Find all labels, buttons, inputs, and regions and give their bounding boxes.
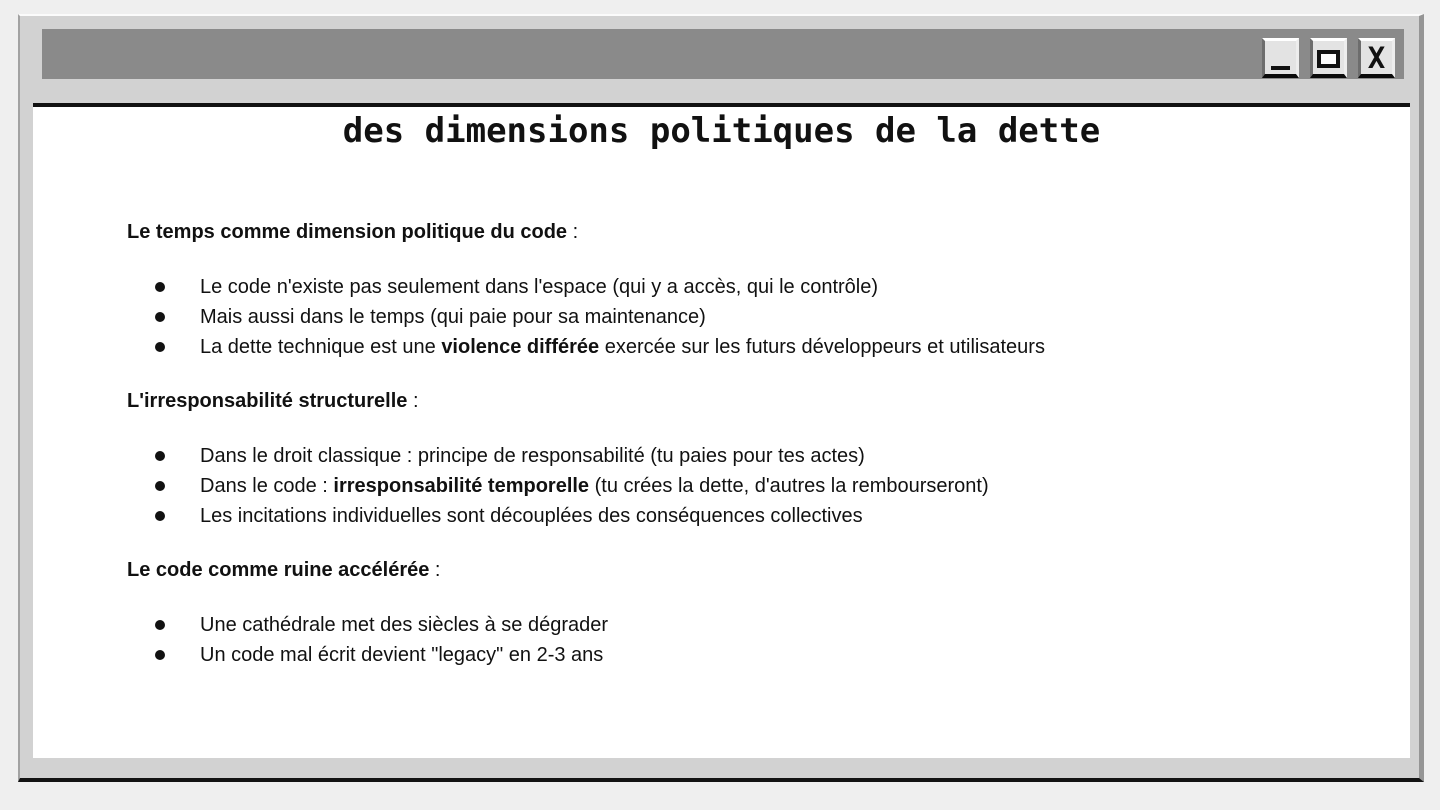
bullet-icon <box>155 481 165 491</box>
section-heading: L'irresponsabilité structurelle : <box>127 390 419 412</box>
bullet-icon <box>155 282 165 292</box>
bullet-item: Un code mal écrit devient "legacy" en 2-3 ans <box>33 640 1410 670</box>
window-titlebar[interactable] <box>42 29 1404 79</box>
bullet-icon <box>155 620 165 630</box>
minimize-button[interactable] <box>1262 38 1299 78</box>
bullet-item: Les incitations individuelles sont découplées des conséquences collectives <box>33 501 1410 531</box>
bullet-icon <box>155 451 165 461</box>
bullet-list <box>33 610 1410 670</box>
close-button[interactable] <box>1358 38 1395 78</box>
bullet-item: Une cathédrale met des siècles à se dégrader <box>33 610 1410 640</box>
section-heading: Le temps comme dimension politique du code : <box>127 221 579 243</box>
bullet-list <box>33 441 1410 531</box>
bullet-list <box>33 272 1410 362</box>
bullet-icon <box>155 511 165 521</box>
close-icon: X <box>1367 41 1386 75</box>
document-content <box>33 103 1410 758</box>
section-heading: Le code comme ruine accélérée : <box>127 559 441 581</box>
window-controls <box>1262 38 1395 78</box>
bullet-item: La dette technique est une violence différée exercée sur les futurs développeurs et utilisateurs <box>33 332 1410 362</box>
bullet-icon <box>155 650 165 660</box>
minimize-icon <box>1271 66 1290 70</box>
bullet-item: Dans le code : irresponsabilité temporelle (tu crées la dette, d'autres la rembourseront) <box>33 471 1410 501</box>
bullet-icon <box>155 342 165 352</box>
document-sections <box>33 217 1410 670</box>
maximize-icon <box>1317 50 1340 68</box>
application-window <box>18 14 1424 782</box>
bullet-item: Mais aussi dans le temps (qui paie pour sa maintenance) <box>33 302 1410 332</box>
maximize-button[interactable] <box>1310 38 1347 78</box>
bullet-item: Dans le droit classique : principe de responsabilité (tu paies pour tes actes) <box>33 441 1410 471</box>
page-title: des dimensions politiques de la dette <box>342 111 1101 151</box>
bullet-item: Le code n'existe pas seulement dans l'espace (qui y a accès, qui le contrôle) <box>33 272 1410 302</box>
bullet-icon <box>155 312 165 322</box>
